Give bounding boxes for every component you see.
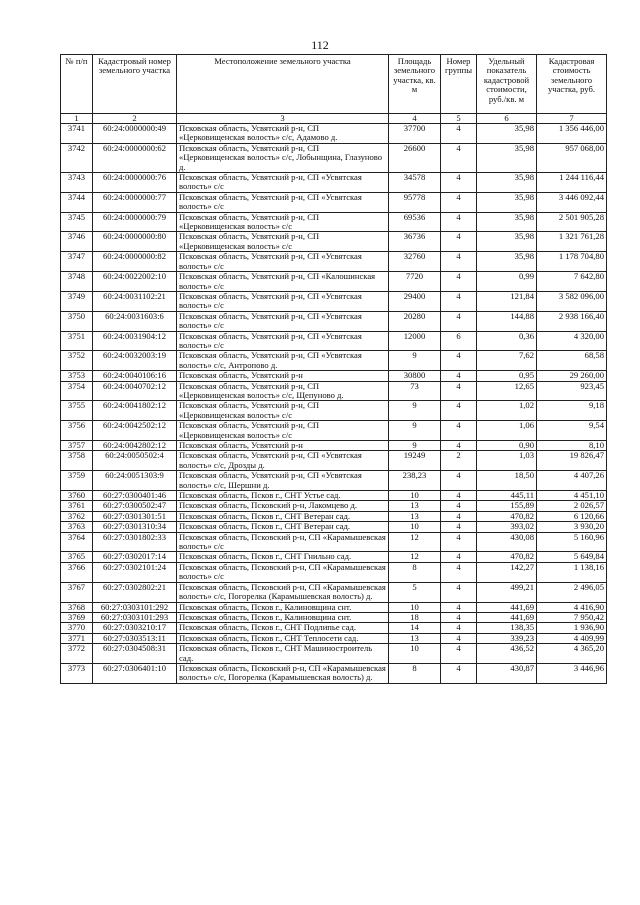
location: Псковская область, Усвятский р-н, СП «Церковищенская волость» с/с, Лобынщина, Глазуново д. bbox=[177, 143, 389, 172]
cadastral-cost: 9,18 bbox=[537, 401, 607, 421]
area: 13 bbox=[389, 501, 441, 511]
column-number: 2 bbox=[93, 114, 177, 124]
group-number: 2 bbox=[441, 451, 477, 471]
unit-rate: 441,69 bbox=[477, 602, 537, 612]
location: Псковская область, Псков г., Калиновщина снт. bbox=[177, 602, 389, 612]
location: Псковская область, Усвятский р-н, СП «Церковищенская волость» с/с bbox=[177, 212, 389, 232]
cadastral-cost: 3 930,20 bbox=[537, 522, 607, 532]
location: Псковская область, Псков г., СНТ Гнильно сад. bbox=[177, 552, 389, 562]
location: Псковская область, Усвятский р-н, СП «Усвятская волость» с/с bbox=[177, 173, 389, 193]
cadastral-cost: 4 365,20 bbox=[537, 644, 607, 664]
cadastral-number: 60:24:0000000:76 bbox=[93, 173, 177, 193]
location: Псковская область, Усвятский р-н, СП «Церковищенская волость» с/с, Адамово д. bbox=[177, 124, 389, 144]
table-row bbox=[61, 532, 607, 552]
cadastral-cost: 923,45 bbox=[537, 381, 607, 401]
header-row bbox=[61, 55, 607, 114]
group-number: 4 bbox=[441, 663, 477, 683]
area: 36736 bbox=[389, 232, 441, 252]
area: 9 bbox=[389, 441, 441, 451]
unit-rate: 1,03 bbox=[477, 451, 537, 471]
location: Псковская область, Псков г., Калиновщина снт. bbox=[177, 612, 389, 622]
cadastral-number: 60:24:0000000:80 bbox=[93, 232, 177, 252]
cadastral-number: 60:24:0000000:79 bbox=[93, 212, 177, 232]
group-number: 4 bbox=[441, 491, 477, 501]
unit-rate: 142,27 bbox=[477, 562, 537, 582]
unit-rate: 35,98 bbox=[477, 252, 537, 272]
group-number: 4 bbox=[441, 511, 477, 521]
table-row bbox=[61, 663, 607, 683]
cadastral-cost: 5 160,96 bbox=[537, 532, 607, 552]
unit-rate: 470,82 bbox=[477, 552, 537, 562]
table-row bbox=[61, 491, 607, 501]
row-index: 3755 bbox=[61, 401, 93, 421]
cadastral-cost: 957 068,00 bbox=[537, 143, 607, 172]
cadastral-number: 60:24:0051303:9 bbox=[93, 471, 177, 491]
header-index: № п/п bbox=[61, 55, 93, 114]
row-index: 3750 bbox=[61, 311, 93, 331]
row-index: 3748 bbox=[61, 272, 93, 292]
group-number: 4 bbox=[441, 552, 477, 562]
group-number: 4 bbox=[441, 124, 477, 144]
table-row bbox=[61, 612, 607, 622]
row-index: 3768 bbox=[61, 602, 93, 612]
cadastral-number: 60:27:0301310:34 bbox=[93, 522, 177, 532]
unit-rate: 1,02 bbox=[477, 401, 537, 421]
location: Псковская область, Псковский р-н, СП «Карамышевская волость» с/с bbox=[177, 532, 389, 552]
row-index: 3763 bbox=[61, 522, 93, 532]
cadastral-cost: 4 416,90 bbox=[537, 602, 607, 612]
header-location: Местоположение земельного участка bbox=[177, 55, 389, 114]
unit-rate: 393,02 bbox=[477, 522, 537, 532]
cadastral-number: 60:24:0042802:12 bbox=[93, 441, 177, 451]
header-cadastral-cost: Кадастровая стоимость земельного участка, руб. bbox=[537, 55, 607, 114]
location: Псковская область, Усвятский р-н, СП «Церковищенская волость» с/с, Щепуново д. bbox=[177, 381, 389, 401]
table-row bbox=[61, 173, 607, 193]
cadastral-number: 60:27:0304508:31 bbox=[93, 644, 177, 664]
row-index: 3753 bbox=[61, 371, 93, 381]
location: Псковская область, Усвятский р-н, СП «Церковищенская волость» с/с bbox=[177, 401, 389, 421]
location: Псковская область, Псковский р-н, СП «Карамышевская волость» с/с, Погорелка (Карамышевская волость) д. bbox=[177, 582, 389, 602]
header-unit-rate: Удельный показатель кадастровой стоимости, руб./кв. м bbox=[477, 55, 537, 114]
row-index: 3756 bbox=[61, 421, 93, 441]
location: Псковская область, Псковский р-н, СП «Карамышевская волость» с/с, Погорелка (Карамышевская волость) д. bbox=[177, 663, 389, 683]
area: 13 bbox=[389, 633, 441, 643]
table-row bbox=[61, 644, 607, 664]
table-row bbox=[61, 602, 607, 612]
table-row bbox=[61, 232, 607, 252]
header-area: Площадь земельного участка, кв. м bbox=[389, 55, 441, 114]
area: 10 bbox=[389, 491, 441, 501]
table-row bbox=[61, 212, 607, 232]
group-number: 4 bbox=[441, 602, 477, 612]
table-row bbox=[61, 511, 607, 521]
cadastral-cost: 6 120,66 bbox=[537, 511, 607, 521]
area: 10 bbox=[389, 522, 441, 532]
row-index: 3757 bbox=[61, 441, 93, 451]
cadastral-number: 60:27:0302101:24 bbox=[93, 562, 177, 582]
cadastral-number: 60:24:0040702:12 bbox=[93, 381, 177, 401]
area: 8 bbox=[389, 663, 441, 683]
location: Псковская область, Псковский р-н, Лакомцево д. bbox=[177, 501, 389, 511]
unit-rate: 138,35 bbox=[477, 623, 537, 633]
area: 37700 bbox=[389, 124, 441, 144]
cadastral-number: 60:24:0031603:6 bbox=[93, 311, 177, 331]
row-index: 3745 bbox=[61, 212, 93, 232]
cadastral-cost: 1 178 704,80 bbox=[537, 252, 607, 272]
unit-rate: 7,62 bbox=[477, 351, 537, 371]
area: 12 bbox=[389, 552, 441, 562]
group-number: 4 bbox=[441, 623, 477, 633]
area: 29400 bbox=[389, 291, 441, 311]
location: Псковская область, Усвятский р-н, СП «Усвятская волость» с/с, Антропово д. bbox=[177, 351, 389, 371]
cadastral-cost: 4 407,26 bbox=[537, 471, 607, 491]
row-index: 3751 bbox=[61, 331, 93, 351]
location: Псковская область, Псков г., СНТ Ветеран сад. bbox=[177, 511, 389, 521]
row-index: 3759 bbox=[61, 471, 93, 491]
row-index: 3744 bbox=[61, 192, 93, 212]
table-row bbox=[61, 451, 607, 471]
table-row bbox=[61, 272, 607, 292]
unit-rate: 18,50 bbox=[477, 471, 537, 491]
area: 73 bbox=[389, 381, 441, 401]
cadastral-number: 60:27:0302802:21 bbox=[93, 582, 177, 602]
cadastral-cost: 2 496,05 bbox=[537, 582, 607, 602]
cadastral-cost: 9,54 bbox=[537, 421, 607, 441]
area: 9 bbox=[389, 351, 441, 371]
group-number: 6 bbox=[441, 331, 477, 351]
table-row bbox=[61, 421, 607, 441]
table-row bbox=[61, 552, 607, 562]
cadastral-number: 60:24:0000000:82 bbox=[93, 252, 177, 272]
page-number: 112 bbox=[311, 38, 329, 52]
unit-rate: 155,89 bbox=[477, 501, 537, 511]
row-index: 3765 bbox=[61, 552, 93, 562]
area: 19249 bbox=[389, 451, 441, 471]
cadastral-number: 60:27:0303101:292 bbox=[93, 602, 177, 612]
unit-rate: 430,87 bbox=[477, 663, 537, 683]
location: Псковская область, Усвятский р-н, СП «Усвятская волость» с/с bbox=[177, 291, 389, 311]
unit-rate: 121,84 bbox=[477, 291, 537, 311]
table-row bbox=[61, 562, 607, 582]
cadastral-table bbox=[60, 54, 607, 684]
group-number: 4 bbox=[441, 173, 477, 193]
location: Псковская область, Усвятский р-н, СП «Усвятская волость» с/с bbox=[177, 252, 389, 272]
group-number: 4 bbox=[441, 143, 477, 172]
area: 10 bbox=[389, 602, 441, 612]
table-row bbox=[61, 582, 607, 602]
area: 14 bbox=[389, 623, 441, 633]
area: 32760 bbox=[389, 252, 441, 272]
column-number: 1 bbox=[61, 114, 93, 124]
group-number: 4 bbox=[441, 381, 477, 401]
unit-rate: 441,69 bbox=[477, 612, 537, 622]
table-row bbox=[61, 401, 607, 421]
unit-rate: 499,21 bbox=[477, 582, 537, 602]
area: 12 bbox=[389, 532, 441, 552]
cadastral-number: 60:24:0000000:77 bbox=[93, 192, 177, 212]
group-number: 4 bbox=[441, 272, 477, 292]
cadastral-number: 60:24:0000000:49 bbox=[93, 124, 177, 144]
area: 18 bbox=[389, 612, 441, 622]
cadastral-cost: 3 446,96 bbox=[537, 663, 607, 683]
area: 8 bbox=[389, 562, 441, 582]
column-number: 5 bbox=[441, 114, 477, 124]
area: 13 bbox=[389, 511, 441, 521]
cadastral-cost: 1 356 446,00 bbox=[537, 124, 607, 144]
cadastral-number: 60:24:0031102:21 bbox=[93, 291, 177, 311]
cadastral-cost: 3 582 096,00 bbox=[537, 291, 607, 311]
location: Псковская область, Псков г., СНТ Ветеран сад. bbox=[177, 522, 389, 532]
row-index: 3754 bbox=[61, 381, 93, 401]
area: 238,23 bbox=[389, 471, 441, 491]
unit-rate: 35,98 bbox=[477, 143, 537, 172]
table-row bbox=[61, 331, 607, 351]
location: Псковская область, Псковский р-н, СП «Карамышевская волость» с/с bbox=[177, 562, 389, 582]
row-index: 3769 bbox=[61, 612, 93, 622]
row-index: 3752 bbox=[61, 351, 93, 371]
group-number: 4 bbox=[441, 644, 477, 664]
row-index: 3772 bbox=[61, 644, 93, 664]
unit-rate: 35,98 bbox=[477, 232, 537, 252]
row-index: 3749 bbox=[61, 291, 93, 311]
cadastral-number: 60:27:0303210:17 bbox=[93, 623, 177, 633]
cadastral-cost: 68,58 bbox=[537, 351, 607, 371]
location: Псковская область, Усвятский р-н, СП «Усвятская волость» с/с bbox=[177, 331, 389, 351]
unit-rate: 35,98 bbox=[477, 124, 537, 144]
group-number: 4 bbox=[441, 441, 477, 451]
cadastral-cost: 1 138,16 bbox=[537, 562, 607, 582]
row-index: 3743 bbox=[61, 173, 93, 193]
column-number: 3 bbox=[177, 114, 389, 124]
unit-rate: 445,11 bbox=[477, 491, 537, 501]
row-index: 3742 bbox=[61, 143, 93, 172]
group-number: 4 bbox=[441, 532, 477, 552]
cadastral-cost: 7 950,42 bbox=[537, 612, 607, 622]
unit-rate: 470,82 bbox=[477, 511, 537, 521]
row-index: 3747 bbox=[61, 252, 93, 272]
row-index: 3760 bbox=[61, 491, 93, 501]
location: Псковская область, Усвятский р-н bbox=[177, 441, 389, 451]
area: 69536 bbox=[389, 212, 441, 232]
row-index: 3741 bbox=[61, 124, 93, 144]
row-index: 3771 bbox=[61, 633, 93, 643]
unit-rate: 0,99 bbox=[477, 272, 537, 292]
unit-rate: 436,52 bbox=[477, 644, 537, 664]
cadastral-number: 60:27:0303513:11 bbox=[93, 633, 177, 643]
table-row bbox=[61, 623, 607, 633]
location: Псковская область, Усвятский р-н, СП «Калошинская волость» с/с bbox=[177, 272, 389, 292]
cadastral-number: 60:27:0303101:293 bbox=[93, 612, 177, 622]
table-row bbox=[61, 501, 607, 511]
group-number: 4 bbox=[441, 471, 477, 491]
unit-rate: 1,06 bbox=[477, 421, 537, 441]
group-number: 4 bbox=[441, 351, 477, 371]
unit-rate: 0,90 bbox=[477, 441, 537, 451]
unit-rate: 339,23 bbox=[477, 633, 537, 643]
area: 95778 bbox=[389, 192, 441, 212]
header-cadastral-number: Кадастровый номер земельного участка bbox=[93, 55, 177, 114]
unit-rate: 0,95 bbox=[477, 371, 537, 381]
column-number-row bbox=[61, 114, 607, 124]
cadastral-number: 60:27:0301802:33 bbox=[93, 532, 177, 552]
area: 9 bbox=[389, 401, 441, 421]
cadastral-number: 60:24:0032003:19 bbox=[93, 351, 177, 371]
cadastral-number: 60:24:0031904:12 bbox=[93, 331, 177, 351]
cadastral-number: 60:24:0042502:12 bbox=[93, 421, 177, 441]
location: Псковская область, Усвятский р-н bbox=[177, 371, 389, 381]
group-number: 4 bbox=[441, 371, 477, 381]
cadastral-number: 60:24:0041802:12 bbox=[93, 401, 177, 421]
group-number: 4 bbox=[441, 192, 477, 212]
cadastral-number: 60:24:0022002:10 bbox=[93, 272, 177, 292]
cadastral-number: 60:27:0306401:10 bbox=[93, 663, 177, 683]
cadastral-cost: 7 642,80 bbox=[537, 272, 607, 292]
area: 12000 bbox=[389, 331, 441, 351]
table-row bbox=[61, 291, 607, 311]
table-row bbox=[61, 441, 607, 451]
area: 34578 bbox=[389, 173, 441, 193]
group-number: 4 bbox=[441, 633, 477, 643]
table-row bbox=[61, 351, 607, 371]
unit-rate: 430,08 bbox=[477, 532, 537, 552]
area: 5 bbox=[389, 582, 441, 602]
group-number: 4 bbox=[441, 212, 477, 232]
cadastral-cost: 29 260,00 bbox=[537, 371, 607, 381]
table-row bbox=[61, 143, 607, 172]
cadastral-cost: 2 938 166,40 bbox=[537, 311, 607, 331]
row-index: 3766 bbox=[61, 562, 93, 582]
cadastral-number: 60:24:0040106:16 bbox=[93, 371, 177, 381]
cadastral-number: 60:27:0300401:46 bbox=[93, 491, 177, 501]
group-number: 4 bbox=[441, 582, 477, 602]
unit-rate: 35,98 bbox=[477, 212, 537, 232]
area: 10 bbox=[389, 644, 441, 664]
cadastral-cost: 2 026,57 bbox=[537, 501, 607, 511]
table-row bbox=[61, 471, 607, 491]
cadastral-number: 60:24:0050502:4 bbox=[93, 451, 177, 471]
table-row bbox=[61, 381, 607, 401]
header-group: Номер группы bbox=[441, 55, 477, 114]
group-number: 4 bbox=[441, 612, 477, 622]
group-number: 4 bbox=[441, 311, 477, 331]
column-number: 6 bbox=[477, 114, 537, 124]
table-row bbox=[61, 522, 607, 532]
row-index: 3761 bbox=[61, 501, 93, 511]
cadastral-cost: 1 244 116,44 bbox=[537, 173, 607, 193]
cadastral-cost: 2 501 905,28 bbox=[537, 212, 607, 232]
group-number: 4 bbox=[441, 252, 477, 272]
table-row bbox=[61, 371, 607, 381]
cadastral-number: 60:24:0000000:62 bbox=[93, 143, 177, 172]
cadastral-cost: 4 409,99 bbox=[537, 633, 607, 643]
cadastral-number: 60:27:0301301:51 bbox=[93, 511, 177, 521]
group-number: 4 bbox=[441, 562, 477, 582]
location: Псковская область, Усвятский р-н, СП «Церковищенская волость» с/с bbox=[177, 232, 389, 252]
row-index: 3746 bbox=[61, 232, 93, 252]
location: Псковская область, Псков г., СНТ Устье сад. bbox=[177, 491, 389, 501]
unit-rate: 0,36 bbox=[477, 331, 537, 351]
group-number: 4 bbox=[441, 501, 477, 511]
cadastral-cost: 4 320,00 bbox=[537, 331, 607, 351]
group-number: 4 bbox=[441, 522, 477, 532]
group-number: 4 bbox=[441, 232, 477, 252]
table-row bbox=[61, 633, 607, 643]
cadastral-number: 60:27:0300502:47 bbox=[93, 501, 177, 511]
row-index: 3773 bbox=[61, 663, 93, 683]
cadastral-cost: 1 321 761,28 bbox=[537, 232, 607, 252]
cadastral-cost: 8,10 bbox=[537, 441, 607, 451]
location: Псковская область, Усвятский р-н, СП «Усвятская волость» с/с bbox=[177, 311, 389, 331]
area: 20280 bbox=[389, 311, 441, 331]
location: Псковская область, Усвятский р-н, СП «Усвятская волость» с/с, Дрозды д. bbox=[177, 451, 389, 471]
table-row bbox=[61, 124, 607, 144]
location: Псковская область, Псков г., СНТ Подлипье сад. bbox=[177, 623, 389, 633]
area: 26600 bbox=[389, 143, 441, 172]
unit-rate: 144,88 bbox=[477, 311, 537, 331]
unit-rate: 35,98 bbox=[477, 173, 537, 193]
area: 30800 bbox=[389, 371, 441, 381]
table-row bbox=[61, 192, 607, 212]
table-row bbox=[61, 311, 607, 331]
area: 7720 bbox=[389, 272, 441, 292]
unit-rate: 35,98 bbox=[477, 192, 537, 212]
unit-rate: 12,65 bbox=[477, 381, 537, 401]
column-number: 4 bbox=[389, 114, 441, 124]
row-index: 3770 bbox=[61, 623, 93, 633]
group-number: 4 bbox=[441, 291, 477, 311]
location: Псковская область, Псков г., СНТ Теплосети сад. bbox=[177, 633, 389, 643]
row-index: 3764 bbox=[61, 532, 93, 552]
cadastral-cost: 5 649,84 bbox=[537, 552, 607, 562]
area: 9 bbox=[389, 421, 441, 441]
row-index: 3758 bbox=[61, 451, 93, 471]
cadastral-cost: 3 446 092,44 bbox=[537, 192, 607, 212]
cadastral-number: 60:27:0302017:14 bbox=[93, 552, 177, 562]
group-number: 4 bbox=[441, 401, 477, 421]
cadastral-cost: 19 826,47 bbox=[537, 451, 607, 471]
row-index: 3762 bbox=[61, 511, 93, 521]
cadastral-cost: 4 451,10 bbox=[537, 491, 607, 501]
table-row bbox=[61, 252, 607, 272]
cadastral-cost: 1 936,90 bbox=[537, 623, 607, 633]
row-index: 3767 bbox=[61, 582, 93, 602]
column-number: 7 bbox=[537, 114, 607, 124]
location: Псковская область, Усвятский р-н, СП «Церковищенская волость» с/с bbox=[177, 421, 389, 441]
location: Псковская область, Усвятский р-н, СП «Усвятская волость» с/с bbox=[177, 192, 389, 212]
group-number: 4 bbox=[441, 421, 477, 441]
location: Псковская область, Псков г., СНТ Машиностроитель сад. bbox=[177, 644, 389, 664]
location: Псковская область, Усвятский р-н, СП «Усвятская волость» с/с, Шершни д. bbox=[177, 471, 389, 491]
